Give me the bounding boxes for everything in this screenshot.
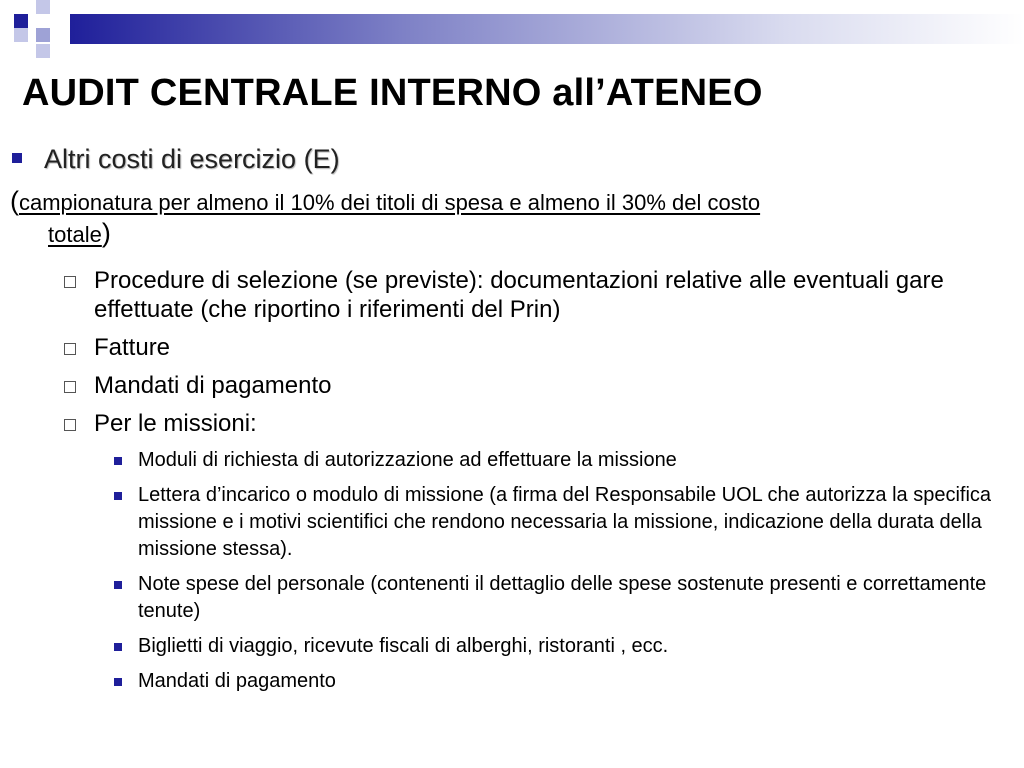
list-item [64,333,964,362]
deco-square-white [36,14,50,28]
list-item [64,371,964,400]
list-item [64,266,964,324]
sublist-item-text: Lettera d’incarico o modulo di missione (a firma del Responsabile UOL che autorizza la specifica missione e i motivi scientifici che rendono necessaria la missione, indicazione della durata della missione stessa). [138,484,992,560]
sampling-note [10,186,1000,250]
square-bullet-icon [114,581,122,589]
sublist-item-text: Mandati di pagamento [138,670,336,692]
header-gradient-band [70,14,1024,44]
note-text-line2: totale [48,222,102,247]
sublist-item [113,447,1018,474]
square-bullet-icon [114,492,122,500]
heading-bullet-text: Altri costi di esercizio (E) [44,144,340,174]
sublist-item [113,482,1018,563]
note-close-paren: ) [101,218,111,248]
deco-square-light-bottom [36,44,50,58]
square-bullet-icon [114,643,122,651]
document-list [64,266,964,447]
deco-square-light-left [14,28,28,42]
sublist-item-text: Note spese del personale (contenenti il dettaglio delle spese sostenute presenti e correttamente tenute) [138,573,987,622]
sublist-item [113,668,1018,695]
sublist-item-text: Biglietti di viaggio, ricevute fiscali di alberghi, ristoranti , ecc. [138,635,669,657]
hollow-square-bullet-icon [64,276,76,288]
deco-square-navy [14,14,28,28]
note-open-paren: ( [10,186,19,216]
note-text-line1: campionatura per almeno il 10% dei titoli di spesa e almeno il 30% del costo [19,190,761,215]
hollow-square-bullet-icon [64,381,76,393]
deco-square-light-top [36,0,50,14]
header-decoration [0,0,1024,60]
square-bullet-icon [114,457,122,465]
sublist-item-text: Moduli di richiesta di autorizzazione ad effettuare la missione [138,449,677,471]
square-bullet-icon [114,678,122,686]
square-bullet-icon [12,153,22,163]
sublist-item [113,571,1018,625]
slide-title: AUDIT CENTRALE INTERNO all’ATENEO [22,72,763,114]
list-item-text: Fatture [94,334,171,361]
list-item-text: Per le missioni: [94,410,257,437]
hollow-square-bullet-icon [64,343,76,355]
sublist-item [113,633,1018,660]
hollow-square-bullet-icon [64,419,76,431]
missioni-sublist [113,447,1018,703]
deco-square-light-mid [36,28,50,42]
list-item [64,409,964,438]
list-item-text: Procedure di selezione (se previste): documentazioni relative alle eventuali gare effettuate (che riportino i riferimenti del Prin) [94,267,944,323]
list-item-text: Mandati di pagamento [94,372,332,399]
heading-bullet-item [12,142,340,176]
